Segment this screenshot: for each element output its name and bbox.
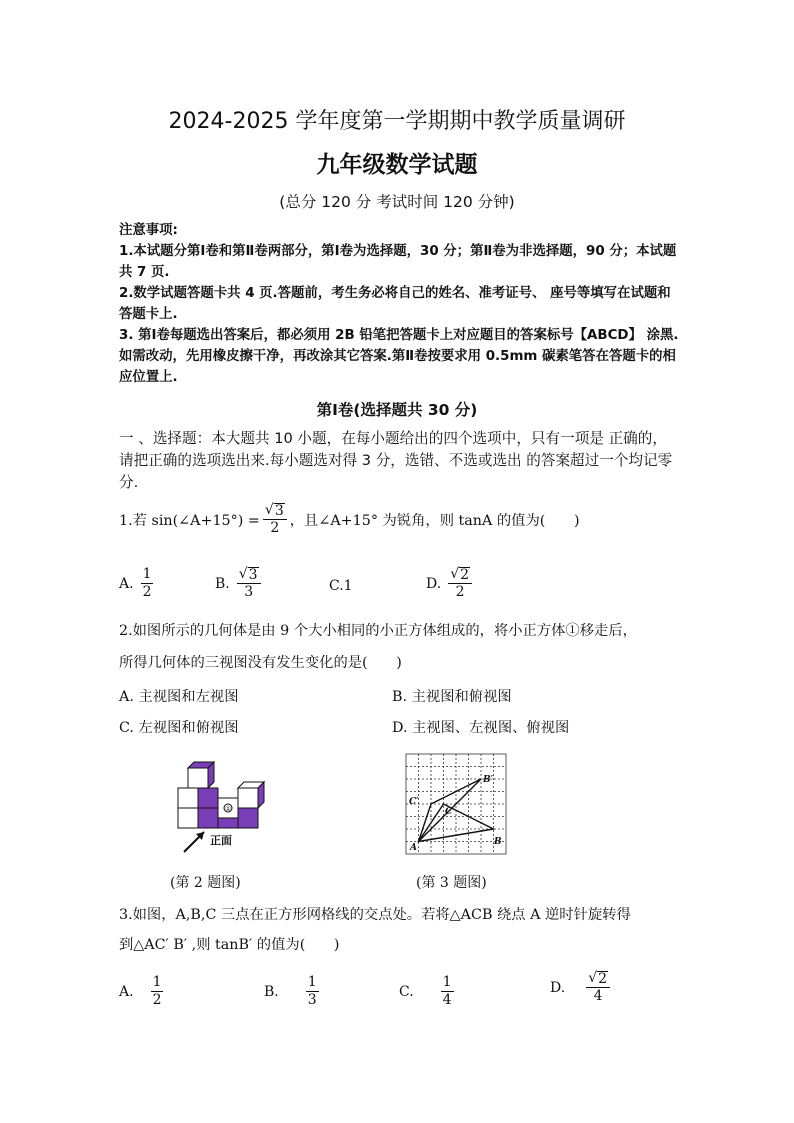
q2-line-2: 所得几何体的三视图没有发生变化的是( ) xyxy=(119,655,402,671)
notes-item-3: 3. 第Ⅰ卷每题选出答案后，都必须用 2B 铅笔把答题卡上对应题目的答案标号【ABCD】 涂黑.如需改动，先用橡皮擦干净，再改涂其它答案.第Ⅱ卷按要求用 0.5mm 碳素笔答在答题卡的相应位置上. xyxy=(119,328,679,385)
q1-option-b[interactable]: B. √ 3 3 xyxy=(215,566,264,601)
q2-option-b[interactable]: B. 主视图和俯视图 xyxy=(392,689,512,705)
q2-cube-figure xyxy=(170,760,280,860)
triangle-lines xyxy=(419,779,494,842)
exam-score-line: (总分 120 分 考试时间 120 分钟) xyxy=(279,193,515,211)
q1-prefix: 1.若 sin(∠A+15°) = xyxy=(119,512,260,529)
question-1 xyxy=(119,502,580,537)
q2-figure-label: 正面 xyxy=(210,834,232,847)
exam-title: 2024-2025 学年度第一学期期中教学质量调研 xyxy=(168,109,626,134)
label-b: B xyxy=(494,837,502,847)
label-b-prime: B′ xyxy=(483,775,493,785)
q3-grid-figure xyxy=(404,752,510,858)
q2-option-c[interactable]: C. 左视图和俯视图 xyxy=(119,720,239,736)
label-c: C xyxy=(445,807,453,817)
section-intro: 一 、选择题：本大题共 10 小题，在每小题给出的四个选项中，只有一项是 正确的，请把正确的选项选出来.每小题选对得 3 分，选错、不选或选出 的答案超过一个均记零分. xyxy=(119,430,673,491)
q1-option-c[interactable]: C.1 xyxy=(329,578,353,594)
q3-option-d[interactable]: D. √ 2 4 xyxy=(550,970,613,1005)
q2-figure-mark: ① xyxy=(225,805,232,813)
notes-heading: 注意事项: xyxy=(119,223,178,238)
q1-option-d[interactable]: D. √ 2 2 xyxy=(426,566,475,601)
q3-line-1: 3.如图，A,B,C 三点在正方形网格线的交点处。若将△ACB 绕点 A 逆时针旋转得 xyxy=(119,907,631,923)
q1-frac-den: 2 xyxy=(270,520,280,536)
q3-caption: (第 3 题图) xyxy=(416,875,487,891)
label-a: A xyxy=(410,843,417,853)
q1-suffix: ，且∠A+15° 为锐角，则 tanA 的值为( ) xyxy=(289,512,580,529)
section-title: 第Ⅰ卷(选择题共 30 分) xyxy=(316,401,478,419)
q2-option-d[interactable]: D. 主视图、左视图、俯视图 xyxy=(392,720,570,736)
q1-fraction: √ 3 2 xyxy=(263,502,287,537)
q1-frac-num: 3 xyxy=(274,503,284,519)
q2-line-1: 2.如图所示的几何体是由 9 个大小相同的小正方体组成的，将小正方体①移走后， xyxy=(119,623,637,639)
exam-subtitle: 九年级数学试题 xyxy=(316,152,478,178)
q1-option-a[interactable]: A. $\frac{1}{2}$ xyxy=(119,566,152,600)
label-c-prime: C′ xyxy=(409,797,419,807)
q3-option-a[interactable]: A. $\frac{1}{2}$ xyxy=(119,974,162,1008)
q3-option-c[interactable]: C. $\frac{1}{4}$ xyxy=(399,974,452,1008)
notes-item-1: 1.本试题分第Ⅰ卷和第Ⅱ卷两部分，第Ⅰ卷为选择题，30 分；第Ⅱ卷为非选择题，90 分；本试题共 7 页. xyxy=(119,244,677,280)
notes-block xyxy=(119,220,679,388)
q3-line-2: 到△AC′ B′ ,则 tanB′ 的值为( ) xyxy=(119,937,340,953)
q3-option-b[interactable]: B. $\frac{1}{3}$ xyxy=(264,974,317,1008)
q2-option-a[interactable]: A. 主视图和左视图 xyxy=(119,689,239,705)
notes-item-2: 2.数学试题答题卡共 4 页.答题前，考生务必将自己的姓名、准考证号、 座号等填写在试题和答题卡上. xyxy=(119,286,671,322)
q2-caption: (第 2 题图) xyxy=(170,875,241,891)
